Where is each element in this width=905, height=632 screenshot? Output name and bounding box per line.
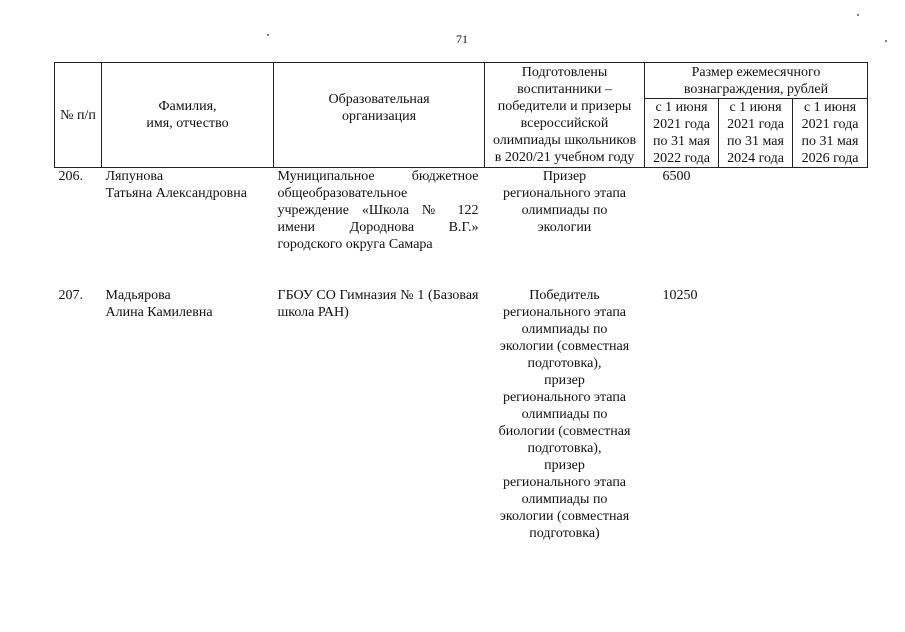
name-line: Ляпунова (105, 169, 164, 184)
period-line: по 31 мая (801, 134, 859, 149)
awards-table (54, 62, 868, 542)
scan-speck (857, 14, 859, 16)
row-amount: 6500 (662, 169, 691, 184)
header-reward (645, 63, 868, 99)
header-prepared (485, 63, 645, 168)
result-line: регионального этапа (502, 186, 627, 201)
period-line: по 31 мая (727, 134, 784, 149)
result-line: Победитель (529, 288, 600, 303)
row-empty (793, 287, 868, 542)
table-row (55, 287, 868, 542)
header-prepared-line: всероссийской (520, 116, 609, 131)
result-line: подготовка), (527, 441, 602, 456)
header-org-line: организация (341, 109, 417, 124)
period-line: 2021 года (653, 117, 710, 132)
header-reward-line: вознаграждения, рублей (683, 81, 829, 97)
period-line: 2026 года (801, 151, 859, 166)
result-line: регионального этапа (502, 305, 627, 320)
result-line: подготовка) (529, 526, 600, 541)
row-spacer (55, 253, 868, 287)
period-line: 2022 года (653, 151, 710, 166)
period-line: по 31 мая (653, 134, 710, 149)
row-result (485, 287, 645, 542)
row-organization: Муниципальное бюджетное общеобразовательное учреждение «Школа № 122 имени Дороднова В.Г.» городского округа Самара (277, 169, 479, 252)
result-line: призер (544, 373, 585, 388)
header-period-2026 (793, 99, 868, 168)
name-line: Алина Камилевна (105, 305, 213, 320)
result-line: подготовка), (527, 356, 602, 371)
header-prepared-line: в 2020/21 учебном году (494, 150, 635, 165)
result-line: Призер (542, 169, 587, 184)
row-result (485, 168, 645, 254)
row-empty (793, 168, 868, 254)
header-name-line: имя, отчество (146, 116, 229, 131)
row-empty (719, 287, 793, 542)
period-line: с 1 июня (803, 100, 857, 115)
table-row (55, 168, 868, 254)
name-line: Татьяна Александровна (105, 186, 247, 201)
row-amount: 10250 (662, 288, 698, 303)
row-organization: ГБОУ СО Гимназия № 1 (Базовая школа РАН) (277, 288, 479, 320)
result-line: экологии (537, 220, 592, 235)
header-prepared-line: олимпиады школьников (492, 133, 637, 148)
header-org-line: Образовательная (328, 92, 430, 107)
row-empty (719, 168, 793, 254)
row-name (102, 287, 274, 542)
result-line: призер (544, 458, 585, 473)
period-line: 2024 года (727, 151, 784, 166)
header-prepared-line: Подготовлены (521, 65, 608, 80)
header-name-line: Фамилия, (158, 99, 217, 114)
row-number: 206. (58, 169, 83, 184)
result-line: олимпиады по (521, 407, 608, 422)
row-number: 207. (58, 288, 83, 303)
period-line: с 1 июня (655, 100, 708, 115)
scan-speck (267, 34, 269, 36)
result-line: экологии (совместная (499, 339, 630, 354)
result-line: регионального этапа (502, 390, 627, 405)
header-num: № п/п (55, 63, 102, 168)
result-line: регионального этапа (502, 475, 627, 490)
result-line: экологии (совместная (499, 509, 630, 524)
row-name (102, 168, 274, 254)
result-line: олимпиады по (521, 492, 608, 507)
header-organization (274, 63, 485, 168)
result-line: олимпиады по (521, 203, 608, 218)
header-prepared-line: воспитанники – (517, 82, 612, 97)
header-reward-line: Размер ежемесячного (691, 64, 821, 80)
period-line: с 1 июня (729, 100, 782, 115)
result-line: биологии (совместная (498, 424, 631, 439)
scan-speck (885, 40, 887, 42)
page-number: 71 (456, 32, 468, 46)
header-period-2024 (719, 99, 793, 168)
result-line: олимпиады по (521, 322, 608, 337)
header-name (102, 63, 274, 168)
period-line: 2021 года (727, 117, 784, 132)
header-prepared-line: победители и призеры (497, 99, 632, 114)
period-line: 2021 года (801, 117, 859, 132)
header-period-2022 (645, 99, 719, 168)
name-line: Мадьярова (105, 288, 171, 303)
